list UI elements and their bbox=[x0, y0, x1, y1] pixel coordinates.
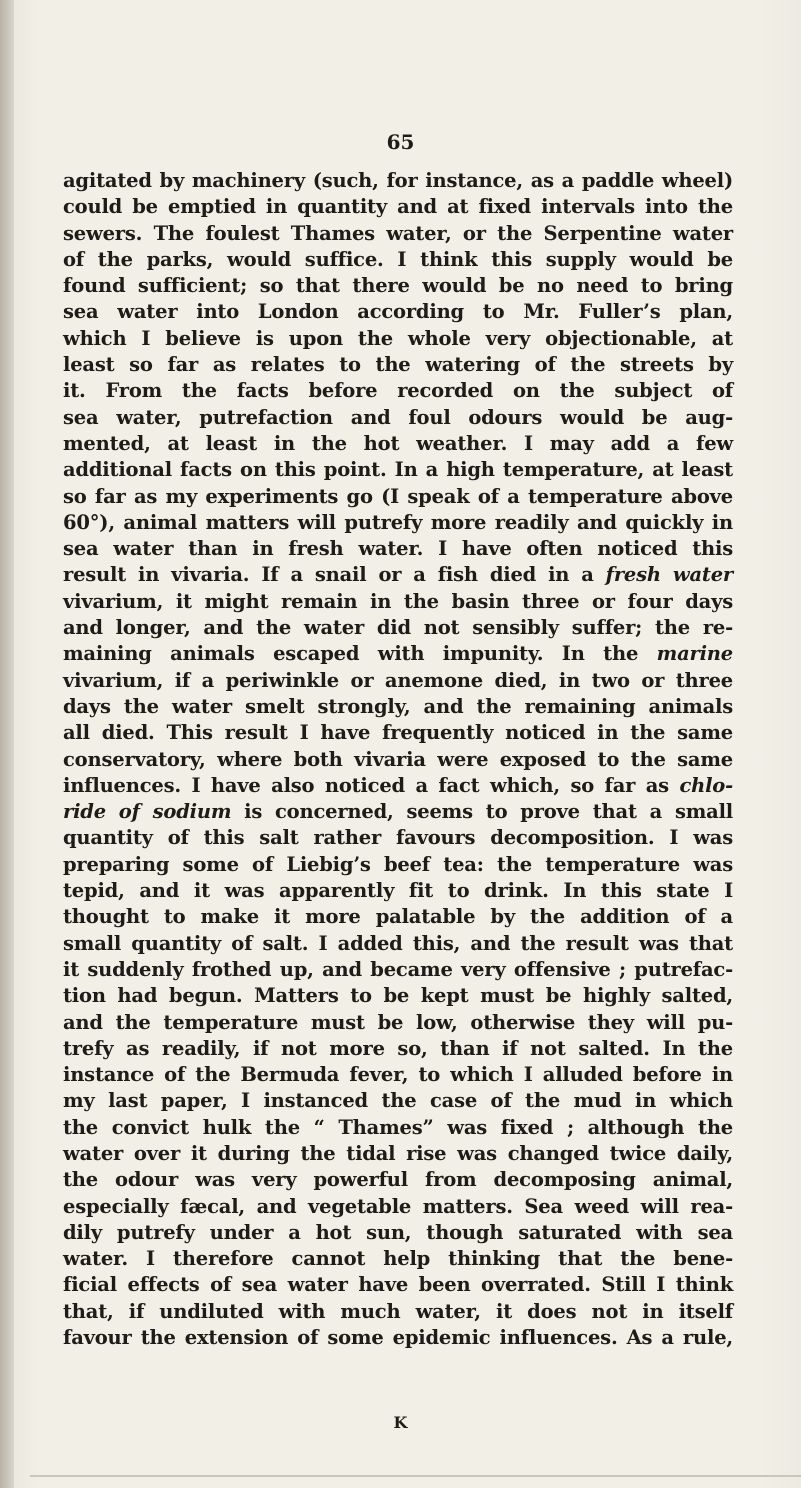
text-line bbox=[63, 1220, 733, 1246]
text-run: days the water smelt strongly, and the remaining animals bbox=[63, 694, 733, 718]
text-line bbox=[63, 589, 733, 615]
text-line bbox=[63, 457, 733, 483]
text-run: thought to make it more palatable by the addition of a bbox=[63, 905, 733, 929]
text-run: ficial effects of sea water have been overrated. Still I think bbox=[63, 1273, 733, 1297]
text-line bbox=[63, 773, 733, 799]
text-line bbox=[63, 1010, 733, 1036]
text-run: trefy as readily, if not more so, than if not salted. In the bbox=[63, 1036, 733, 1060]
text-line bbox=[63, 273, 733, 299]
text-run: tepid, and it was apparently fit to drink. In this state I bbox=[63, 879, 733, 903]
text-line bbox=[63, 1062, 733, 1088]
text-line bbox=[63, 510, 733, 536]
text-line bbox=[63, 615, 733, 641]
text-line bbox=[63, 378, 733, 404]
text-run: sea water, putrefaction and foul odours would be aug- bbox=[63, 405, 733, 429]
text-line bbox=[63, 931, 733, 957]
text-line bbox=[63, 694, 733, 720]
text-run: my last paper, I instanced the case of the mud in which bbox=[63, 1089, 733, 1113]
text-run: is concerned, seems to prove that a small bbox=[231, 800, 734, 824]
page-number: 65 bbox=[386, 130, 415, 154]
text-run: that, if undiluted with much water, it does not in itself bbox=[63, 1299, 733, 1323]
text-run: additional facts on this point. In a high temperature, at least bbox=[63, 458, 733, 482]
text-run: conservatory, where both vivaria were exposed to the same bbox=[63, 747, 733, 771]
text-run: tion had begun. Matters to be kept must be highly salted, bbox=[63, 984, 733, 1008]
text-run: found sufficient; so that there would be no need to bring bbox=[63, 274, 733, 298]
text-run: influences. I have also noticed a fact which, so far as bbox=[63, 773, 680, 797]
text-run: result in vivaria. If a snail or a fish died in a bbox=[63, 563, 606, 587]
text-run: the odour was very powerful from decomposing animal, bbox=[63, 1168, 733, 1192]
text-line bbox=[63, 299, 733, 325]
text-run: agitated by machinery (such, for instance, as a paddle wheel) bbox=[63, 169, 733, 192]
text-line bbox=[63, 484, 733, 510]
text-run: preparing some of Liebig’s beef tea: the temperature was bbox=[63, 852, 733, 876]
text-line bbox=[63, 957, 733, 983]
page-bottom-edge bbox=[30, 1475, 801, 1477]
text-line bbox=[63, 904, 733, 930]
text-line bbox=[63, 405, 733, 431]
text-run: maining animals escaped with impunity. In the bbox=[63, 642, 657, 666]
text-line bbox=[63, 1272, 733, 1298]
text-run: small quantity of salt. I added this, and the result was that bbox=[63, 931, 733, 955]
text-line bbox=[63, 1088, 733, 1114]
text-run: it suddenly frothed up, and became very offensive ; putrefac- bbox=[63, 957, 733, 981]
text-line bbox=[63, 1115, 733, 1141]
text-run: favour the extension of some epidemic influences. As a rule, bbox=[63, 1326, 733, 1350]
text-line bbox=[63, 1299, 733, 1325]
text-line bbox=[63, 1036, 733, 1062]
text-line bbox=[63, 983, 733, 1009]
text-run: and the temperature must be low, otherwise they will pu- bbox=[63, 1010, 733, 1034]
text-line bbox=[63, 799, 733, 825]
text-run: which I believe is upon the whole very objectionable, at bbox=[63, 326, 733, 350]
text-run: sea water into London according to Mr. Fuller’s plan, bbox=[63, 300, 733, 324]
text-run: vivarium, if a periwinkle or anemone died, in two or three bbox=[63, 668, 733, 692]
text-line bbox=[63, 878, 733, 904]
text-line bbox=[63, 168, 733, 194]
text-line bbox=[63, 668, 733, 694]
text-run: mented, at least in the hot weather. I may add a few bbox=[63, 431, 733, 455]
text-run: and longer, and the water did not sensibly suffer; the re- bbox=[63, 616, 733, 640]
text-line bbox=[63, 1167, 733, 1193]
text-line bbox=[63, 352, 733, 378]
text-run: vivarium, it might remain in the basin three or four days bbox=[63, 589, 733, 613]
text-line bbox=[63, 747, 733, 773]
text-run: 60°), animal matters will putrefy more readily and quickly in bbox=[63, 510, 733, 534]
text-line bbox=[63, 1325, 733, 1351]
text-run: the convict hulk the “ Thames” was fixed ; although the bbox=[63, 1115, 733, 1139]
text-line bbox=[63, 536, 733, 562]
text-run: all died. This result I have frequently noticed in the same bbox=[63, 721, 733, 745]
text-line bbox=[63, 326, 733, 352]
binding-gutter bbox=[0, 0, 14, 1488]
text-run: dily putrefy under a hot sun, though saturated with sea bbox=[63, 1220, 733, 1244]
text-run: sea water than in fresh water. I have often noticed this bbox=[63, 537, 733, 561]
text-line bbox=[63, 641, 733, 667]
text-run: especially fæcal, and vegetable matters. Sea weed will rea- bbox=[63, 1194, 733, 1218]
text-run: it. From the facts before recorded on the subject of bbox=[63, 379, 733, 403]
body-text bbox=[63, 168, 733, 1351]
text-run: water over it during the tidal rise was changed twice daily, bbox=[63, 1141, 733, 1165]
text-line bbox=[63, 720, 733, 746]
italic-run: ride of sodium bbox=[63, 800, 232, 824]
text-run: of the parks, would suffice. I think this supply would be bbox=[63, 247, 733, 271]
text-line bbox=[63, 562, 733, 588]
text-run: could be emptied in quantity and at fixed intervals into the bbox=[63, 195, 733, 219]
text-line bbox=[63, 431, 733, 457]
text-run: so far as my experiments go (I speak of a temperature above bbox=[63, 484, 733, 508]
text-line bbox=[63, 194, 733, 220]
text-line bbox=[63, 1141, 733, 1167]
text-line bbox=[63, 247, 733, 273]
text-run: instance of the Bermuda fever, to which I alluded before in bbox=[63, 1063, 733, 1087]
text-line bbox=[63, 221, 733, 247]
text-line bbox=[63, 1246, 733, 1272]
text-run: sewers. The foulest Thames water, or the Serpentine water bbox=[63, 221, 733, 245]
text-run: water. I therefore cannot help thinking that the bene- bbox=[63, 1247, 733, 1271]
text-line bbox=[63, 1194, 733, 1220]
text-line bbox=[63, 825, 733, 851]
text-run: quantity of this salt rather favours decomposition. I was bbox=[63, 826, 733, 850]
text-run: least so far as relates to the watering of the streets by bbox=[63, 353, 733, 377]
text-line bbox=[63, 852, 733, 878]
italic-run: marine bbox=[656, 642, 733, 666]
italic-run: chlo- bbox=[679, 773, 733, 797]
italic-run: fresh water bbox=[605, 563, 733, 587]
signature-mark: K bbox=[393, 1413, 408, 1432]
